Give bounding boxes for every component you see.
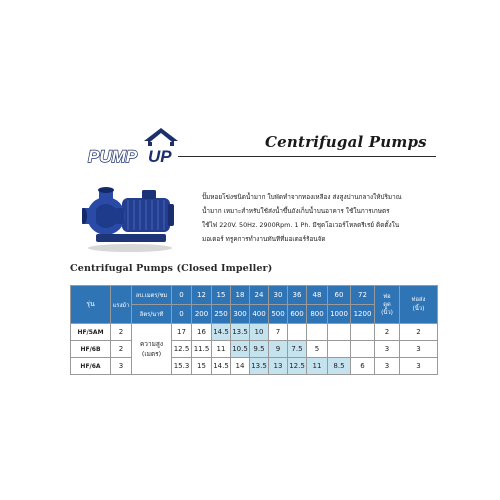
head-value [351,324,375,341]
flow-value: 36 [288,286,307,305]
outlet-unit: (นิ้ว) [412,305,425,312]
outlet-cell: 3 [400,358,438,375]
suction-cell: 3 [375,341,400,358]
flow-value: 72 [351,286,375,305]
table-title: Centrifugal Pumps (Closed Impeller) [70,263,273,274]
flow-value: 0 [172,286,192,305]
description-line: น้ำมาก เหมาะสำหรับใช้ส่งน้ำขึ้นถังเก็บน้ำบนอาคาร ใช้ในการเกษตร [202,207,390,215]
col-header-outlet [400,286,438,324]
description-line: ปั๊มหอยโข่งชนิดน้ำมาก ใบพัดทำจากทองเหลือง ส่งสูงปานกลางให้ปริมาณ [202,193,402,201]
head-unit: (เมตร) [141,350,162,358]
lpm-value: 400 [250,305,269,324]
head-value [288,324,307,341]
head-value: 15 [192,358,212,375]
suction-label: ท่อ [383,293,391,300]
page-title: Centrifugal Pumps [265,133,427,151]
head-value: 14.5 [212,358,231,375]
suction-unit: (นิ้ว) [381,309,393,316]
lpm-value: 300 [231,305,250,324]
head-value: 8.5 [328,358,351,375]
head-value: 11 [212,341,231,358]
head-value [328,341,351,358]
head-value: 15.3 [172,358,192,375]
pumpup-logo [86,127,190,165]
lpm-unit-label: ลิตร/นาที [132,305,172,324]
head-label-cell [132,324,172,375]
head-value: 12.5 [288,358,307,375]
head-value [328,324,351,341]
head-value: 6 [351,358,375,375]
flow-value: 12 [192,286,212,305]
col-header-model: รุ่น [71,286,111,324]
hp-cell: 2 [111,341,132,358]
lpm-value: 1200 [351,305,375,324]
outlet-cell: 3 [400,341,438,358]
outlet-cell: 2 [400,324,438,341]
model-cell: HF/5AM [71,324,111,341]
lpm-value: 1000 [328,305,351,324]
head-value: 14.5 [212,324,231,341]
description-line: ใช้ไฟ 220V. 50Hz. 2900Rpm. 1 Ph. มีชุดโอเวอร์โหลดรีเรย์ ติดตั้งใน [202,221,400,229]
table-row [71,358,438,375]
head-value: 10.5 [231,341,250,358]
suction-cell: 2 [375,324,400,341]
head-value: 13.5 [250,358,269,375]
head-value: 7 [269,324,288,341]
suction-label: ดูด [383,301,391,308]
lpm-value: 200 [192,305,212,324]
flow-value: 18 [231,286,250,305]
head-value [307,324,328,341]
head-value: 13.5 [231,324,250,341]
pump-image [82,184,177,254]
logo-text-up: UP [148,147,172,165]
hp-cell: 2 [111,324,132,341]
head-value: 14 [231,358,250,375]
head-value: 11 [307,358,328,375]
head-label: ความสูง [139,340,164,348]
suction-cell: 3 [375,358,400,375]
lpm-value: 500 [269,305,288,324]
head-value [351,341,375,358]
model-cell: HF/6A [71,358,111,375]
col-header-suction [375,286,400,324]
lpm-value: 250 [212,305,231,324]
lpm-value: 0 [172,305,192,324]
head-value: 17 [172,324,192,341]
col-header-hp: แรงม้า [111,286,132,324]
head-value: 5 [307,341,328,358]
flow-value: 30 [269,286,288,305]
flow-unit-label: ลบ.เมตร/ชม [132,286,172,305]
spec-table [70,285,438,375]
outlet-label: ท่อส่ง [411,296,426,303]
logo-text-pump: PUMP [88,147,138,165]
product-description [202,190,434,246]
head-value: 12.5 [172,341,192,358]
table-row [71,341,438,358]
title-underline [178,156,436,157]
flow-value: 60 [328,286,351,305]
flow-value: 24 [250,286,269,305]
lpm-value: 600 [288,305,307,324]
head-value: 7.5 [288,341,307,358]
model-cell: HF/6B [71,341,111,358]
table-row [71,324,438,341]
head-value: 9 [269,341,288,358]
hp-cell: 3 [111,358,132,375]
head-value: 10 [250,324,269,341]
head-value: 11.5 [192,341,212,358]
flow-value: 48 [307,286,328,305]
lpm-value: 800 [307,305,328,324]
head-value: 9.5 [250,341,269,358]
table-header-row-flow [71,286,438,305]
head-value: 13 [269,358,288,375]
description-line: มอเตอร์ ทรูคการทำงานทันทีที่มอเตอร์ร้อนจัด [202,235,326,243]
flow-value: 15 [212,286,231,305]
head-value: 16 [192,324,212,341]
